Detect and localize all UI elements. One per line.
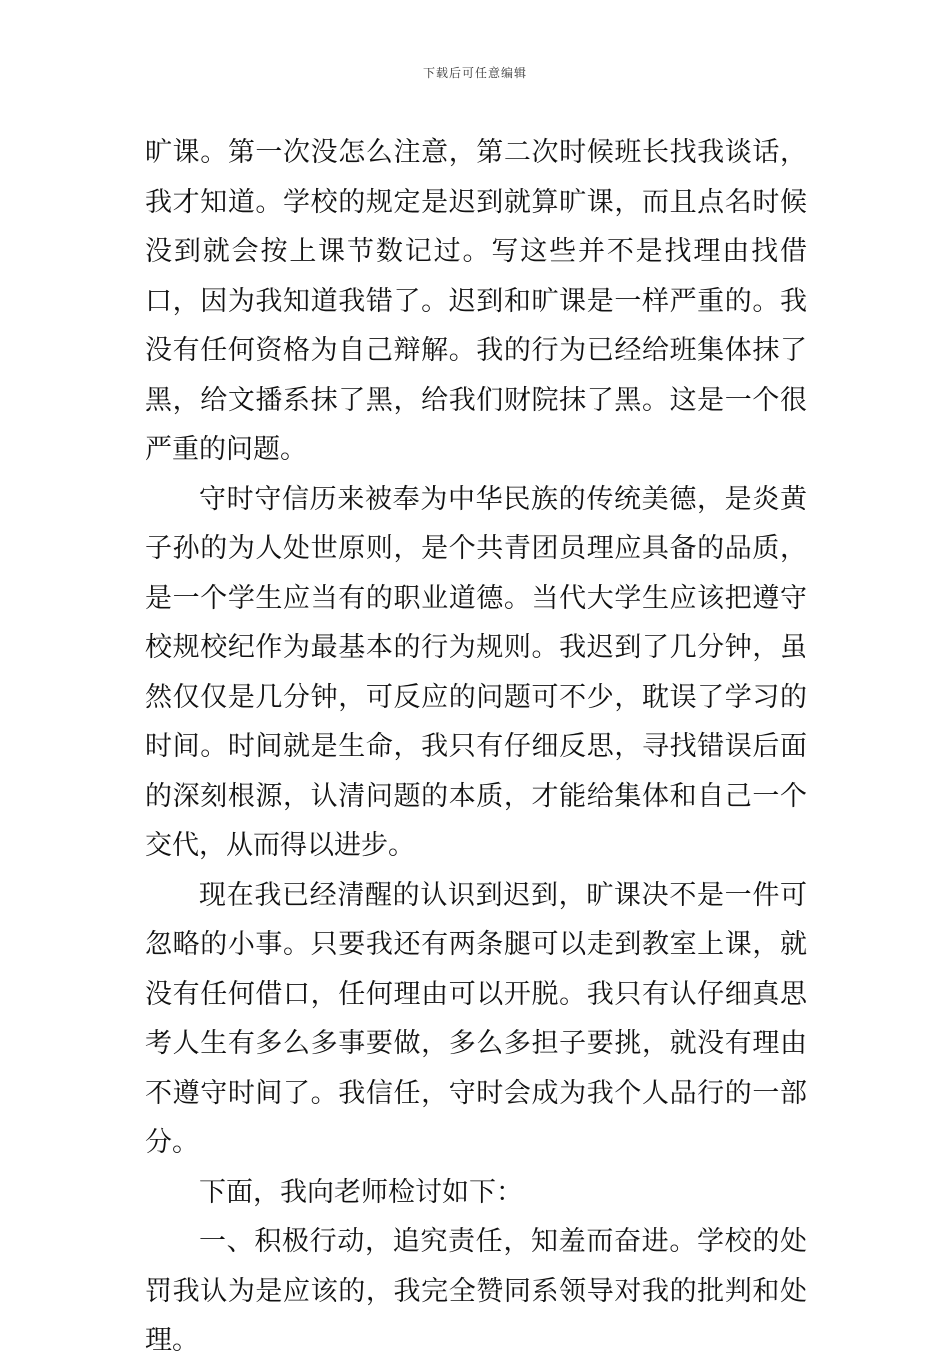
paragraph-1: 旷课。第一次没怎么注意，第二次时候班长找我谈话，我才知道。学校的规定是迟到就算旷课，而且点名时候没到就会按上课节数记过。写这些并不是找理由找借口，因为我知道我错了。迟到和旷课是一样严重的。我没有任何资格为自己辩解。我的行为已经给班集体抹了黑，给文播系抹了黑，给我们财院抹了黑。这是一个很严重的问题。 — [145, 137, 807, 465]
paragraph-4: 下面，我向老师检讨如下： — [199, 1176, 523, 1208]
paragraph-2: 守时守信历来被奉为中华民族的传统美德，是炎黄子孙的为人处世原则，是个共青团员理应具备的品质，是一个学生应当有的职业道德。当代大学生应该把遵守校规校纪作为最基本的行为规则。我迟到了几分钟，虽然仅仅是几分钟，可反应的问题可不少，耽误了学习的时间。时间就是生命，我只有仔细反思，寻找错误后面的深刻根源，认清问题的本质，才能给集体和自己一个交代，从而得以进步。 — [145, 483, 807, 861]
paragraph-5: 一、积极行动，追究责任，知羞而奋进。学校的处罚我认为是应该的，我完全赞同系领导对我的批判和处理。 — [145, 1226, 807, 1356]
page-header-note: 下载后可任意编辑 — [422, 66, 527, 80]
paragraph-3: 现在我已经清醒的认识到迟到，旷课决不是一件可忽略的小事。只要我还有两条腿可以走到教室上课，就没有任何借口，任何理由可以开脱。我只有认仔细真思考人生有多么多事要做，多么多担子要挑，就没有理由不遵守时间了。我信任，守时会成为我个人品行的一部分。 — [145, 879, 807, 1158]
document-body — [145, 128, 807, 1366]
